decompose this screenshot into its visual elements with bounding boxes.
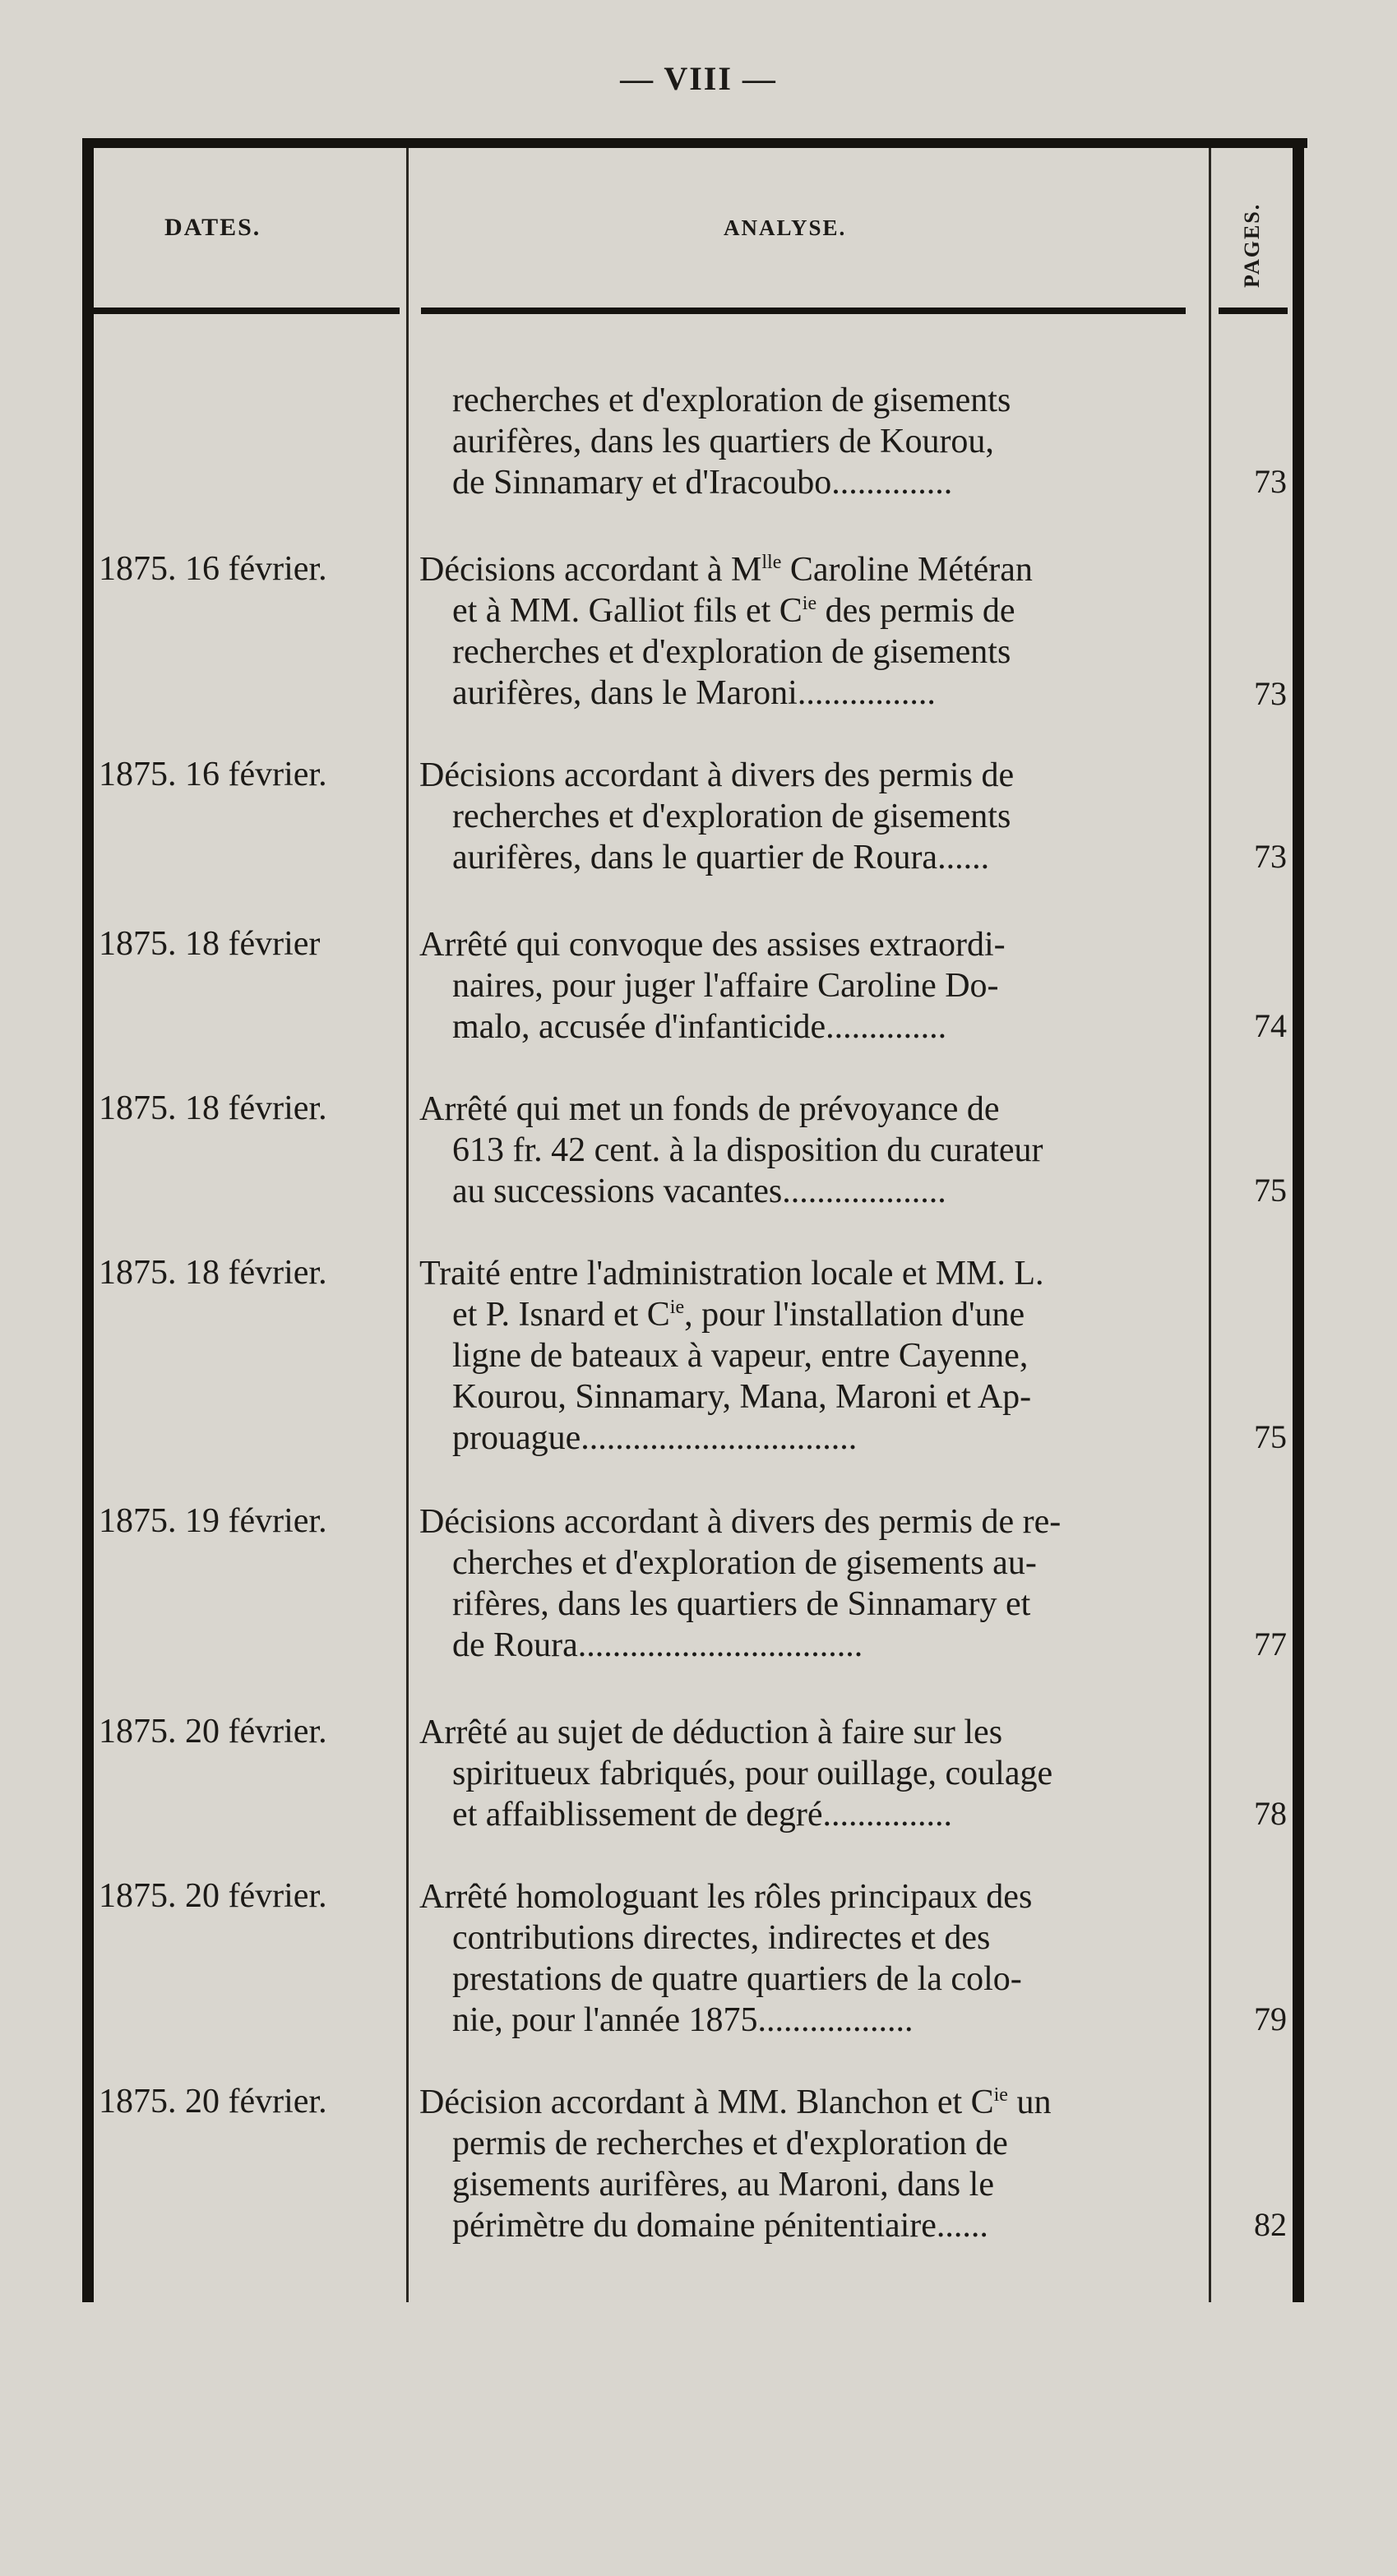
- analysis-line: aurifères, dans le Maroni................: [452, 674, 936, 712]
- entry-analysis: [419, 380, 1200, 503]
- entry-date: 1875. 20 février.: [99, 2083, 327, 2120]
- analysis-line: de Roura.................................: [452, 1626, 863, 1664]
- header-dates: DATES.: [164, 214, 261, 241]
- analysis-line: aurifères, dans le quartier de Roura......: [452, 839, 990, 876]
- superscript: lle: [761, 552, 782, 573]
- analysis-line: rifères, dans les quartiers de Sinnamary et: [452, 1585, 1031, 1623]
- entry-analysis: [419, 924, 1200, 1048]
- analysis-line: au successions vacantes...................: [452, 1172, 946, 1210]
- entry-page: 77: [1254, 1626, 1287, 1663]
- column-divider-analyse: [1209, 148, 1211, 2302]
- analysis-line: ligne de bateaux à vapeur, entre Cayenne,: [452, 1337, 1029, 1375]
- analysis-line: spiritueux fabriqués, pour ouillage, coulage: [452, 1755, 1053, 1792]
- analysis-line: et P. Isnard et $C^{ie}$, pour l'installation d'une: [452, 1296, 1025, 1334]
- analysis-line: nie, pour l'année 1875..................: [452, 2001, 914, 2039]
- table-right-border: [1293, 138, 1304, 2302]
- superscript: ie: [802, 593, 817, 614]
- header-pages: PAGES.: [1240, 202, 1264, 288]
- entry-analysis: [419, 1089, 1200, 1212]
- analysis-line: recherches et d'exploration de gisements: [452, 382, 1011, 419]
- header-rule-analyse: [421, 308, 1186, 314]
- analysis-line: Traité entre l'administration locale et MM. L.: [419, 1255, 1044, 1293]
- superscript: ie: [669, 1297, 685, 1318]
- entry-page: 74: [1254, 1007, 1287, 1044]
- analysis-line: permis de recherches et d'exploration de: [452, 2125, 1008, 2162]
- analysis-line: Arrêté au sujet de déduction à faire sur les: [419, 1713, 1003, 1751]
- analysis-line: recherches et d'exploration de gisements: [452, 798, 1011, 835]
- entry-analysis: [419, 549, 1200, 714]
- analysis-line: Décisions accordant à divers des permis de re-: [419, 1503, 1062, 1541]
- entry-analysis: [419, 1712, 1200, 1835]
- entry-analysis: [419, 755, 1200, 878]
- header-rule-dates: [92, 308, 400, 314]
- entry-page: 75: [1254, 1418, 1287, 1455]
- analysis-line: Décision accordant à MM. Blanchon et $C^{ie}$ un: [419, 2083, 1052, 2121]
- analysis-line: cherches et d'exploration de gisements au-: [452, 1544, 1037, 1582]
- analysis-line: prouague................................: [452, 1419, 858, 1457]
- entry-page: 78: [1254, 1795, 1287, 1832]
- entry-page: 82: [1254, 2206, 1287, 2243]
- entry-date: 1875. 18 février.: [99, 1089, 327, 1127]
- entry-date: 1875. 16 février.: [99, 756, 327, 793]
- analysis-line: malo, accusée d'infanticide..............: [452, 1008, 947, 1046]
- entry-date: 1875. 19 février.: [99, 1502, 327, 1540]
- superscript: ie: [993, 2084, 1008, 2106]
- entry-page: 75: [1254, 1172, 1287, 1209]
- analysis-line: Arrêté qui met un fonds de prévoyance de: [419, 1090, 1000, 1128]
- analysis-line: et affaiblissement de degré...............: [452, 1796, 953, 1834]
- analysis-line: naires, pour juger l'affaire Caroline Do-: [452, 967, 999, 1005]
- entry-analysis: [419, 2082, 1200, 2246]
- entry-date: 1875. 18 février.: [99, 1254, 327, 1292]
- analysis-line: gisements aurifères, au Maroni, dans le: [452, 2166, 994, 2204]
- entry-page: 79: [1254, 2000, 1287, 2037]
- analysis-line: et à MM. Galliot fils et $C^{ie}$ des permis de: [452, 592, 1015, 630]
- analysis-line: Arrêté homologuant les rôles principaux des: [419, 1878, 1033, 1916]
- entry-date: 1875. 20 février.: [99, 1877, 327, 1915]
- table-left-border: [82, 138, 94, 2302]
- analysis-line: recherches et d'exploration de gisements: [452, 633, 1011, 671]
- entry-date: 1875. 20 février.: [99, 1713, 327, 1750]
- table-top-border: [82, 138, 1307, 148]
- analysis-line: Décisions accordant à divers des permis de: [419, 756, 1015, 794]
- analysis-line: 613 fr. 42 cent. à la disposition du curateur: [452, 1131, 1043, 1169]
- analysis-line: prestations de quatre quartiers de la colo-: [452, 1960, 1022, 1998]
- entry-analysis: [419, 1501, 1200, 1666]
- analysis-line: périmètre du domaine pénitentiaire......: [452, 2207, 988, 2245]
- analysis-line: aurifères, dans les quartiers de Kourou,: [452, 423, 994, 460]
- analysis-line: Arrêté qui convoque des assises extraordi-: [419, 926, 1006, 964]
- entry-page: 73: [1254, 838, 1287, 875]
- entry-analysis: [419, 1876, 1200, 2041]
- entry-date: 1875. 16 février.: [99, 550, 327, 588]
- entry-date: 1875. 18 février: [99, 925, 321, 963]
- header-analyse: ANALYSE.: [724, 215, 847, 240]
- header-rule-pages: [1219, 308, 1288, 314]
- analysis-line: de Sinnamary et d'Iracoubo..............: [452, 464, 953, 502]
- analysis-line: Kourou, Sinnamary, Mana, Maroni et Ap-: [452, 1378, 1032, 1416]
- entry-analysis: [419, 1253, 1200, 1459]
- column-divider-dates: [406, 148, 409, 2302]
- analysis-line: contributions directes, indirectes et des: [452, 1919, 991, 1957]
- entry-page: 73: [1254, 463, 1287, 500]
- analysis-line: Décisions accordant à $M^{lle}$ Caroline Météran: [419, 551, 1033, 589]
- entry-page: 73: [1254, 675, 1287, 712]
- page-folio: — VIII —: [620, 60, 777, 97]
